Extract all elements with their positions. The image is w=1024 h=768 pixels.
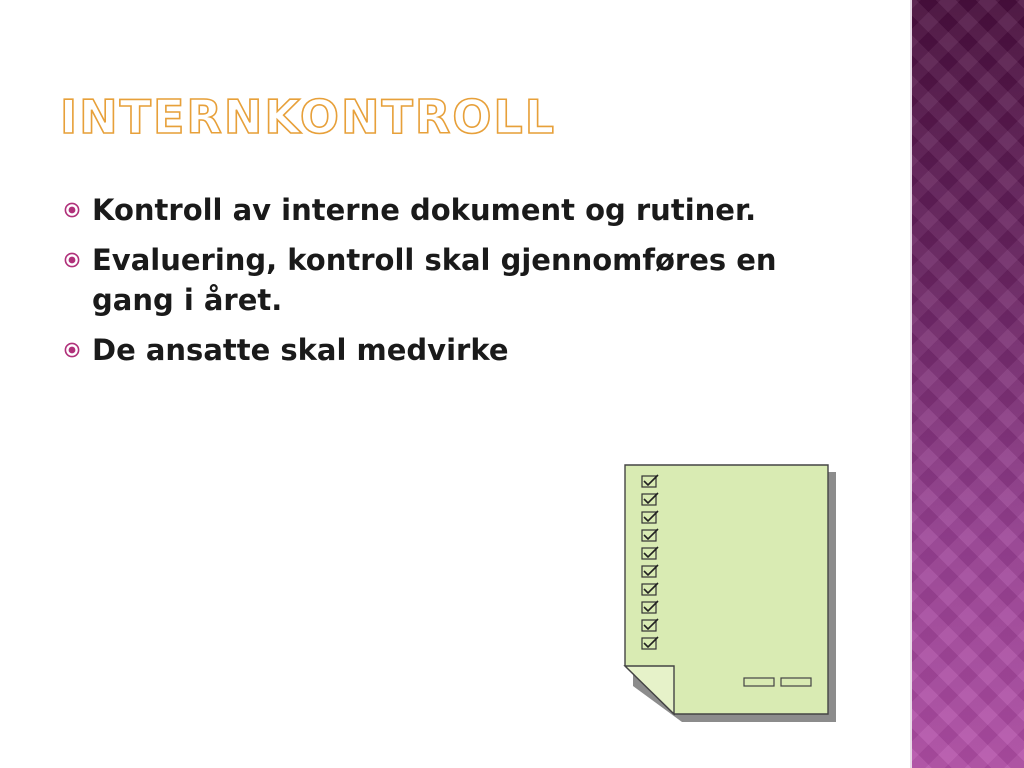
slide-title: INTERNKONTROLL — [60, 90, 557, 144]
bullet-text: Evaluering, kontroll skal gjennomføres en gang i året. — [92, 243, 777, 317]
radio-bullet-icon — [64, 202, 80, 218]
bullet-item — [62, 240, 852, 320]
document-fold — [625, 666, 674, 714]
radio-bullet-icon — [64, 342, 80, 358]
bullet-list — [62, 190, 852, 380]
bullet-item — [62, 190, 852, 230]
bullet-text: De ansatte skal medvirke — [92, 333, 509, 367]
bullet-item — [62, 330, 852, 370]
bullet-text: Kontroll av interne dokument og rutiner. — [92, 193, 757, 227]
radio-bullet-icon — [64, 252, 80, 268]
decorative-side-band — [912, 0, 1024, 768]
checklist-document-icon — [620, 460, 840, 724]
